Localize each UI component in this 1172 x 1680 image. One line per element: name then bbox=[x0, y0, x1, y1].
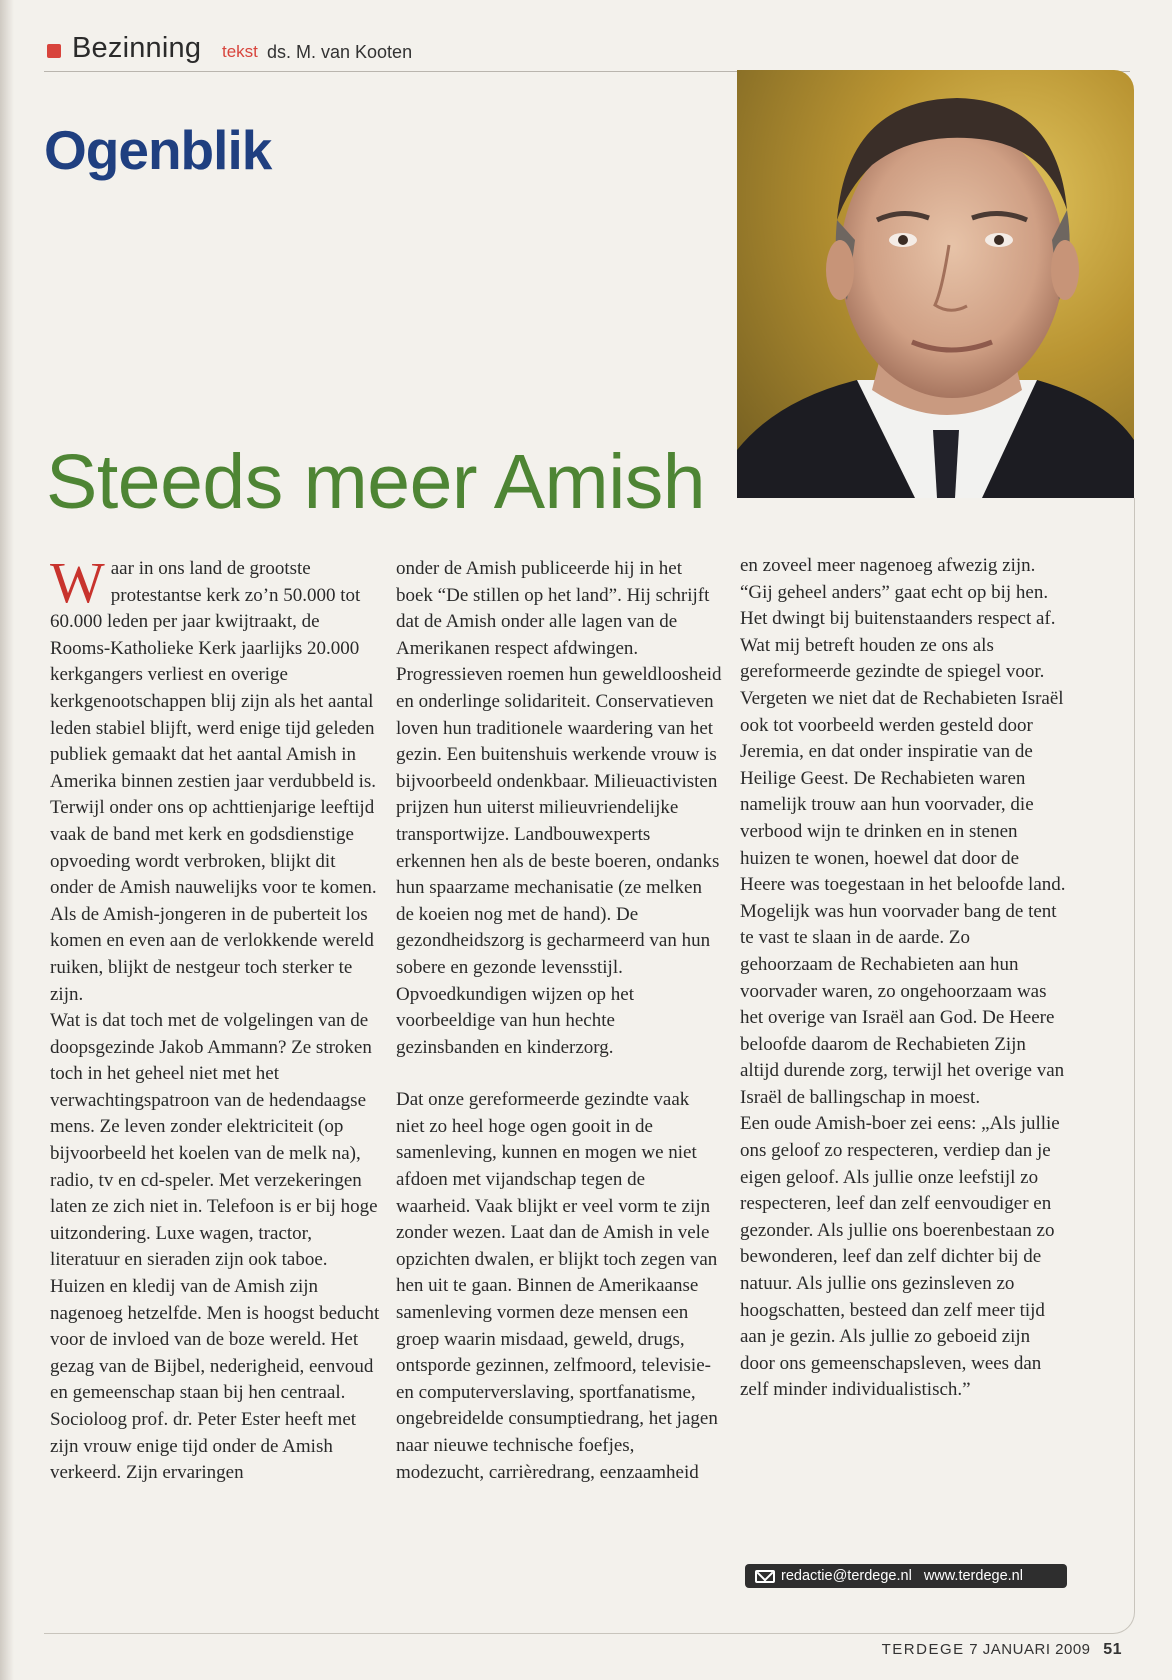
column-title: Ogenblik bbox=[44, 119, 272, 181]
article-column-3 bbox=[740, 553, 1066, 1404]
article-column-2 bbox=[396, 556, 722, 1486]
article-paragraph: Socioloog prof. dr. Peter Ester heeft met zijn vrouw enige tijd onder de Amish verkeerd. Zijn ervaringen bbox=[50, 1409, 357, 1484]
contact-email[interactable]: redactie@terdege.nl bbox=[781, 1568, 912, 1584]
article-paragraph bbox=[50, 550, 380, 795]
article-paragraph: onder de Amish publiceerde hij in het boek “De stillen op het land”. Hij schrijft dat de Amish onder alle lagen van de Amerikanen respect afdwingen. Progressieven roemen hun geweldloosheid en onderlinge solidariteit. Conservatieven loven hun traditionele waardering van het gezin. Een buitenshuis werkende vrouw is bijvoorbeeld ondenkbaar. Milieuactivisten prijzen hun uiterst milieuvriendelijke transportwijze. Landbouwexperts erkennen hen als de beste boeren, ondanks hun spaarzame mechanisatie (ze melken de koeien nog met de hand). De gezondheidszorg is gecharmeerd van hun sobere en gezonde levensstijl. Opvoedkundigen wijzen op het voorbeeldige van hun hechte gezinsbanden en kinderzorg. bbox=[396, 558, 722, 1058]
author-label: tekst bbox=[222, 42, 258, 61]
contact-website[interactable]: www.terdege.nl bbox=[923, 1568, 1023, 1584]
drop-cap: W bbox=[50, 550, 105, 615]
article-headline: Steeds meer Amish bbox=[46, 439, 706, 525]
section-name: Bezinning bbox=[72, 32, 202, 64]
publication-name: TERDEGE bbox=[881, 1641, 965, 1658]
contact-box bbox=[745, 1564, 1067, 1588]
article-paragraph: en zoveel meer nagenoeg afwezig zijn. “Gij geheel anders” gaat echt op bij hen. Het dwingt bij buitenstaanders respect af. Wat mij betreft houden ze ons als gereformeerde gezindte de spiegel voor. bbox=[740, 555, 1056, 683]
section-marker-icon bbox=[47, 44, 61, 58]
article-paragraph: Dat onze gereformeerde gezindte vaak niet zo heel hoge ogen gooit in de samenleving, kunnen en mogen we niet afdoen met vijandschap tegen de waarheid. Vaak blijkt er veel vorm te zijn zonder wezen. Laat dan de Amish in vele opzichten dwalen, er blijkt toch zegen van hen uit te gaan. Binnen de Amerikaanse samenleving vormen deze mensen een groep waarin misdaad, geweld, drugs, ontsporde gezinnen, zelfmoord, televisie- en computerverslaving, sportfanatisme, ongebreidelde consumptiedrang, het jagen naar nieuwe technische foefjes, modezucht, carrièredrang, eenzaamheid bbox=[396, 1089, 718, 1483]
paragraph-text: aar in ons land de grootste protestantse kerk zo’n 50.000 tot 60.000 leden per jaar kwijtraakt, de Rooms-Katholieke Kerk jaarlijks 20.000 kerkgangers verliest en overige kerkgenootschappen blij zijn als het aantal leden stabiel blijft, werd enige tijd geleden publiek gemaakt dat het aantal Amish in Amerika binnen zestien jaar verdubbeld is. bbox=[50, 558, 377, 792]
article-paragraph: Wat is dat toch met de volgelingen van de doopsgezinde Jakob Ammann? Ze stroken toch in het geheel niet met het verwachtingspatroon van de hedendaagse mens. Ze leven zonder elektriciteit (op bijvoorbeeld het koelen van de melk na), radio, tv en cd-speler. Met verzekeringen laten ze zich niet in. Telefoon is er bij hoge uitzondering. Luxe wagen, tractor, literatuur en sieraden zijn ook taboe. Huizen en kledij van de Amish zijn nagenoeg hetzelfde. Men is hoogst beducht voor de invloed van de boze wereld. Het gezag van de Bijbel, nederigheid, eenvoud en gemeenschap staan bij hen centraal. bbox=[50, 1010, 380, 1404]
issue-date: 7 JANUARI 2009 bbox=[969, 1641, 1091, 1658]
paragraph-gap bbox=[396, 1061, 722, 1087]
author-name: ds. M. van Kooten bbox=[267, 42, 413, 62]
article-paragraph: Een oude Amish-boer zei eens: „Als jullie ons geloof zo respecteren, verdiep dan je eigen geloof. Als jullie onze leefstijl zo respecteren, leef dan zelf eenvoudiger en gezonder. Als jullie ons boerenbestaan zo bewonderen, leef dan zelf dichter bij de natuur. Als jullie ons gezinsleven zo hoogschatten, besteed dan zelf meer tijd aan je gezin. Als jullie zo geboeid zijn door ons gemeenschapsleven, wees dan zelf minder individualistisch.” bbox=[740, 1113, 1060, 1401]
portrait-illustration bbox=[737, 70, 1134, 498]
article-column-1 bbox=[50, 550, 380, 1487]
article-paragraph: Vergeten we niet dat de Rechabieten Israël ook tot voorbeeld werden gesteld door Jeremia, en dat onder inspiratie van de Heilige Geest. De Rechabieten waren namelijk trouw aan hun voorvader, die verbood wijn te drinken en in stenen huizen te wonen, hoewel dat door de Heere was toegestaan in het beloofde land. Mogelijk was hun voorvader bang de tent te vast te slaan in de aarde. Zo gehoorzaam de Rechabieten aan hun voorvader waren, zo ongehoorzaam was het overige van Israël aan God. De Heere beloofde daarom de Rechabieten Zijn altijd durende zorg, terwijl het overige van Israël de ballingschap in moest. bbox=[740, 687, 1066, 1108]
mail-icon bbox=[755, 1570, 775, 1583]
page-gutter-shadow bbox=[0, 0, 14, 1680]
page-header bbox=[44, 30, 1124, 70]
page-number: 51 bbox=[1103, 1641, 1122, 1658]
article-paragraph: Terwijl onder ons op achttienjarige leeftijd vaak de band met kerk en godsdienstige opvoeding wordt verbroken, blijkt dit onder de Amish nauwelijks voor te komen. Als de Amish-jongeren in de puberteit los komen en even aan de verlokkende wereld ruiken, blijkt de nestgeur toch sterker te zijn. bbox=[50, 797, 377, 1005]
page-footer bbox=[882, 1641, 1122, 1659]
author-photo bbox=[737, 70, 1134, 498]
